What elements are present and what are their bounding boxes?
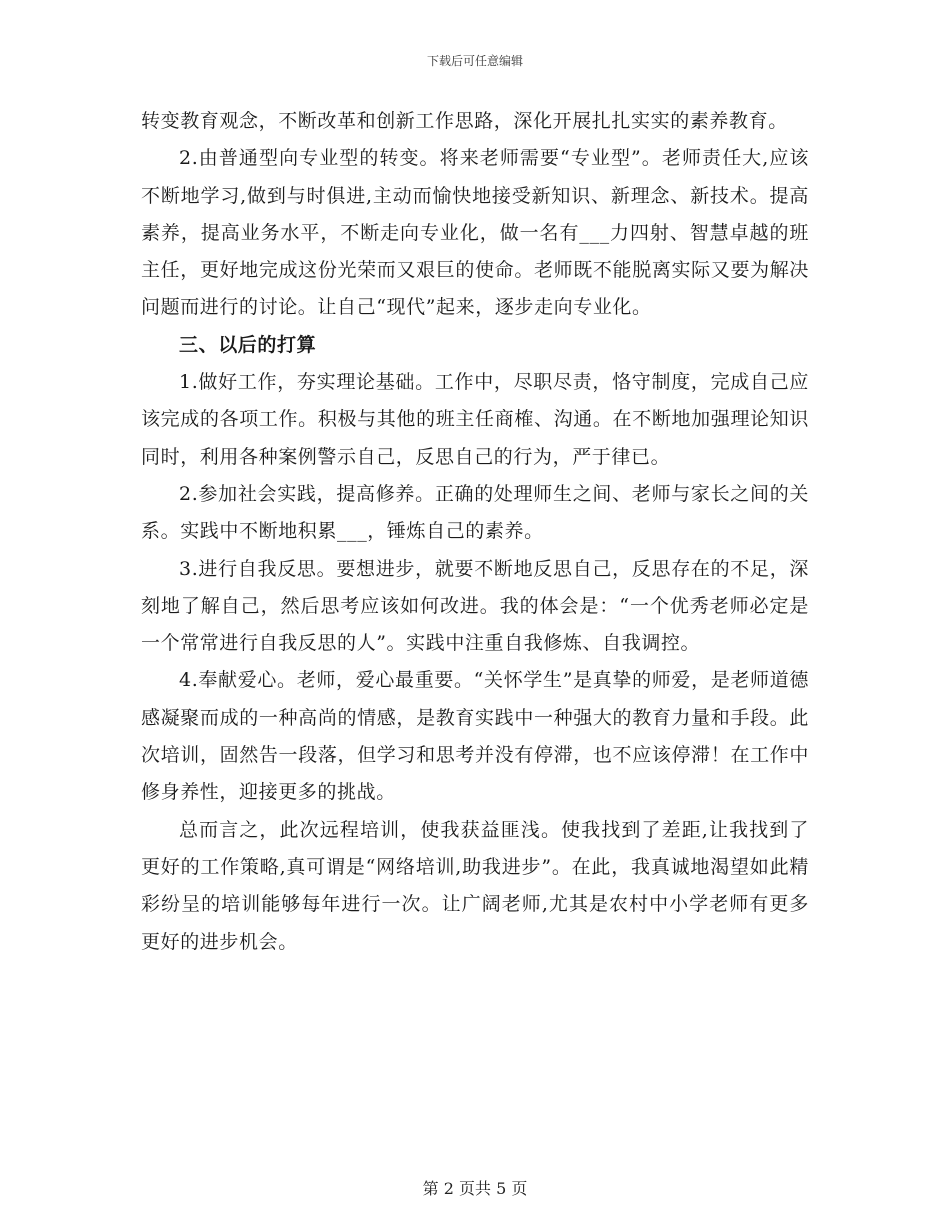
paragraph-conclusion: 总而言之，此次远程培训，使我获益匪浅。使我找到了差距,让我找到了更好的工作策略,真可谓是“网络培训,助我进步”。在此，我真诚地渴望如此精彩纷呈的培训能够每年进行一次。让广阔老师,尤其是农村中小学老师有更多更好的进步机会。	[141, 818, 809, 953]
paragraph-plan-3: 3.进行自我反思。要想进步，就要不断地反思自己，反思存在的不足，深刻地了解自己，然后思考应该如何改进。我的体会是：“一个优秀老师必定是一个常常进行自我反思的人”。实践中注重自我修炼、自我调控。	[141, 557, 809, 655]
paragraph-plan-1: 1.做好工作，夯实理论基础。工作中，尽职尽责，恪守制度，完成自己应该完成的各项工作。积极与其他的班主任商榷、沟通。在不断地加强理论知识同时，利用各种案例警示自己，反思自己的行为，严于律已。	[141, 371, 809, 468]
section-heading-future-plans: 三、以后的打算	[179, 333, 317, 356]
paragraph-plan-2: 2.参加社会实践，提高修养。正确的处理师生之间、老师与家长之间的关系。实践中不断地积累___，锤炼自己的素养。	[141, 482, 809, 543]
paragraph-item-2-professional: 2.由普通型向专业型的转变。将来老师需要“专业型”。老师责任大,应该不断地学习,做到与时俱进,主动而愉快地接受新知识、新理念、新技术。提高素养，提高业务水平，不断走向专业化，做一名有___力四射、智慧卓越的班主任，更好地完成这份光荣而又艰巨的使命。老师既不能脱离实际又要为解决问题而进行的讨论。让自己“现代”起来，逐步走向专业化。	[141, 147, 809, 319]
page-header: 下载后可任意编辑	[426, 54, 523, 68]
page-footer: 第 2 页共 5 页	[422, 1179, 528, 1198]
paragraph-plan-4: 4.奉献爱心。老师，爱心最重要。“关怀学生”是真挚的师爱，是老师道德感凝聚而成的一种高尚的情感，是教育实践中一种强大的教育力量和手段。此次培训，固然告一段落，但学习和思考并没有停滞，也不应该停滞！在工作中修身养性，迎接更多的挑战。	[141, 669, 809, 804]
document-body	[141, 103, 809, 961]
paragraph-continuation: 转变教育观念，不断改革和创新工作思路，深化开展扎扎实实的素养教育。	[141, 110, 788, 132]
